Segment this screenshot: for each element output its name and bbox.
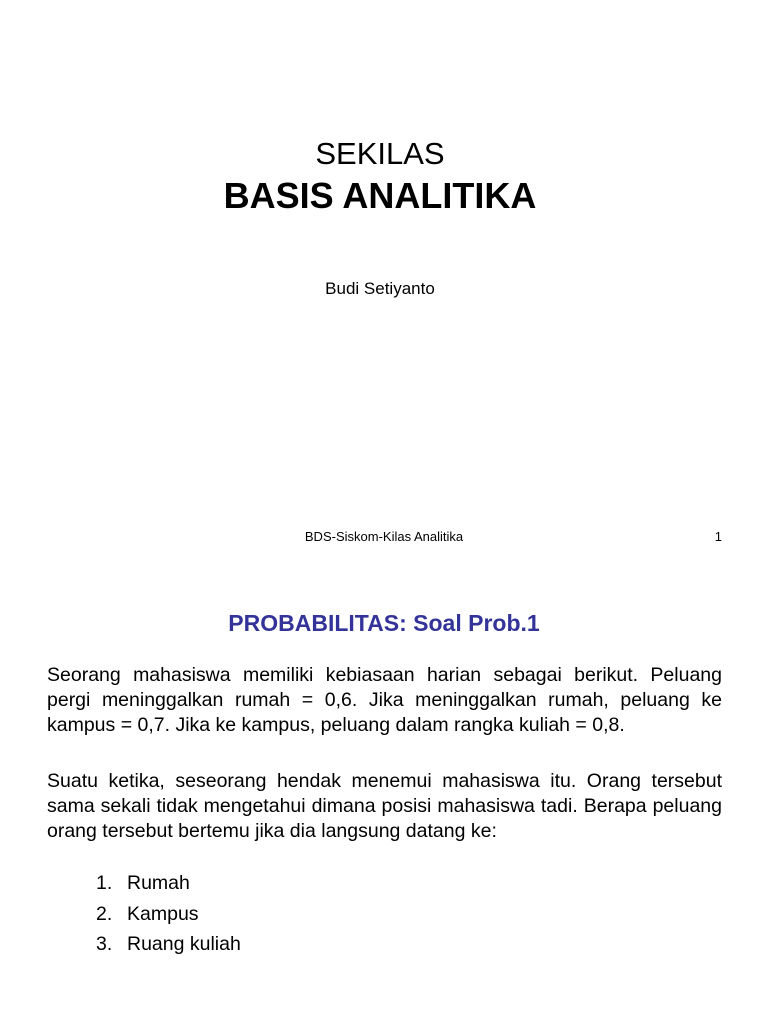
list-item-label: Ruang kuliah — [127, 933, 241, 955]
slide-title-top: SEKILAS — [315, 136, 445, 171]
problem-paragraph-1: Seorang mahasiswa memiliki kebiasaan harian sebagai berikut. Peluang pergi meninggalkan rumah = 0,6. Jika meninggalkan rumah, peluang ke kampus = 0,7. Jika ke kampus, peluang dalam rangka kuliah = 0,8. — [47, 664, 722, 736]
list-item — [96, 929, 241, 960]
list-item — [96, 868, 241, 899]
list-item-number: 1. — [96, 872, 113, 894]
list-item-label: Kampus — [127, 902, 199, 925]
list-item-number: 3. — [96, 933, 113, 955]
list-item-label: Rumah — [127, 872, 190, 894]
list-item-number: 2. — [96, 902, 113, 925]
problem-paragraph-2: Suatu ketika, seseorang hendak menemui mahasiswa itu. Orang tersebut sama sekali tidak mengetahui dimana posisi mahasiswa tadi. Berapa peluang orang tersebut bertemu jika dia langsung datang ke: — [47, 770, 722, 842]
slide-footer-text: BDS-Siskom-Kilas Analitika — [304, 529, 464, 544]
slide-page-number: 1 — [714, 529, 722, 544]
question-list — [96, 868, 241, 960]
slide-2 — [0, 566, 768, 1024]
slide-heading: PROBABILITAS: Soal Prob.1 — [228, 610, 540, 636]
author-name: Budi Setiyanto — [325, 279, 435, 298]
slide-title-main: BASIS ANALITIKA — [223, 175, 537, 216]
list-item — [96, 899, 241, 930]
